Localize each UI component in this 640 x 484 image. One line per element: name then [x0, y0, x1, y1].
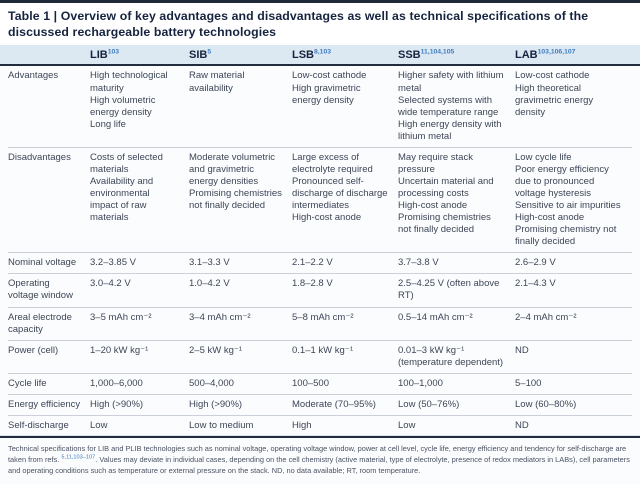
table-cell — [90, 345, 189, 369]
table-cell — [90, 420, 189, 432]
cell-line: 100–1,000 — [398, 377, 443, 389]
table-cell — [515, 152, 632, 249]
row-label: Disadvantages — [8, 151, 71, 163]
table-cell — [90, 378, 189, 390]
table-cell — [189, 312, 292, 336]
table-row — [8, 66, 632, 147]
cell-line: 0.01–3 kW kg⁻¹ (temperature dependent) — [398, 344, 504, 368]
cell-line: 3–5 mAh cm⁻² — [90, 311, 152, 323]
cell-line: 0.5–14 mAh cm⁻² — [398, 311, 473, 323]
cell-line: Low (60–80%) — [515, 398, 577, 410]
column-header-label: SIB — [189, 49, 208, 62]
row-label: Areal electrode capacity — [8, 311, 72, 335]
cell-line: Sensitive to air impurities — [515, 200, 621, 212]
cell-line: 1.8–2.8 V — [292, 278, 333, 290]
footnote-text-pre: Technical specifications for LIB and PLIB technologies such as nominal voltage, operating voltage window, power at cell level, cycle life, energy efficiency and tendency for self-discharge are taken from refs. — [8, 443, 627, 465]
column-header-label: SSB — [398, 49, 421, 62]
table-title: Table 1 | Overview of key advantages and disadvantages as well as technical specifications of the discussed rechargeable battery technologies — [8, 9, 589, 39]
cell-line: 2–4 mAh cm⁻² — [515, 311, 577, 323]
table-cell — [189, 257, 292, 269]
cell-line: Uncertain material and processing costs — [398, 175, 494, 200]
cell-line: 3.0–4.2 V — [90, 278, 131, 290]
cell-line: Promising chemistries not finally decided — [398, 212, 491, 236]
column-header-label: LSB — [292, 49, 314, 62]
cell-line: 2.6–2.9 V — [515, 257, 556, 269]
cell-line: High (>90%) — [90, 398, 144, 410]
table-row — [8, 308, 632, 341]
table-cell — [189, 278, 292, 302]
cell-line: High (>90%) — [189, 398, 243, 410]
table-cell — [398, 70, 515, 142]
cell-line: High theoretical gravimetric energy density — [515, 82, 594, 118]
table-footnote — [8, 443, 632, 476]
cell-line: High — [292, 419, 312, 431]
table-row — [8, 395, 632, 416]
row-label: Operating voltage window — [8, 278, 73, 302]
cell-line: Low cycle life — [515, 151, 572, 163]
row-label: Nominal voltage — [8, 257, 77, 269]
footnote-text-post: . Values may deviate in individual cases, depending on the cell chemistry (active material, type of electrolyte, presence of redox mediators in LABs), cell parameters and operating conditions such as temperature or external pressure on the stack. ND, no data available; RT, room temperature. — [8, 455, 630, 476]
cell-line: High energy density with lithium metal — [398, 118, 502, 142]
table-cell — [398, 378, 515, 390]
cell-line: Costs of selected materials — [90, 151, 163, 175]
table-row — [8, 148, 632, 254]
table-cell — [292, 278, 398, 302]
table-cell — [90, 257, 189, 269]
cell-line: 1,000–6,000 — [90, 377, 143, 389]
cell-line: Low — [90, 419, 108, 431]
cell-line: 2.1–4.3 V — [515, 278, 556, 290]
cell-line: 500–4,000 — [189, 377, 234, 389]
column-header-lsb — [292, 49, 398, 61]
cell-line: Raw material availability — [189, 70, 245, 94]
table-cell — [398, 312, 515, 336]
table-cell — [90, 152, 189, 249]
cell-line: 2–5 kW kg⁻¹ — [189, 344, 243, 356]
table-cell — [398, 399, 515, 411]
column-header-label: LAB — [515, 49, 538, 62]
footnote-reference-numbers: 5,11,103–107 — [61, 454, 96, 461]
table-cell — [515, 278, 632, 302]
cell-line: 1.0–4.2 V — [189, 278, 230, 290]
table-cell — [515, 420, 632, 432]
table-cell — [515, 345, 632, 369]
table-cell — [90, 399, 189, 411]
row-label: Cycle life — [8, 377, 47, 389]
table-body — [0, 66, 640, 436]
column-header-ssb — [398, 49, 515, 61]
table-row — [8, 341, 632, 374]
cell-line: Low-cost cathode — [515, 70, 590, 82]
table-cell — [515, 257, 632, 269]
table-cell — [292, 312, 398, 336]
table-cell — [398, 345, 515, 369]
table-cell — [515, 399, 632, 411]
cell-line: 0.1–1 kW kg⁻¹ — [292, 344, 353, 356]
table-cell — [189, 345, 292, 369]
cell-line: Low to medium — [189, 419, 254, 431]
table-cell — [189, 378, 292, 390]
cell-line: Low — [398, 419, 416, 431]
column-reference-numbers: 8,103 — [314, 48, 332, 56]
table-row — [8, 253, 632, 274]
column-reference-numbers: 5 — [207, 48, 212, 56]
table-cell — [292, 399, 398, 411]
table-row — [8, 274, 632, 307]
column-header-row — [0, 45, 640, 66]
cell-line: ND — [515, 419, 529, 431]
cell-line: High technological maturity — [90, 70, 168, 94]
column-header-lib — [90, 49, 189, 61]
column-header-label: LIB — [90, 49, 108, 62]
cell-line: High-cost anode — [398, 200, 468, 212]
table-cell — [189, 399, 292, 411]
table-cell — [189, 70, 292, 142]
table-cell — [515, 70, 632, 142]
table-cell — [515, 378, 632, 390]
cell-line: 1–20 kW kg⁻¹ — [90, 344, 149, 356]
row-label: Advantages — [8, 70, 59, 82]
table-cell — [398, 257, 515, 269]
cell-line: 3.2–3.85 V — [90, 257, 136, 269]
table-cell — [189, 152, 292, 249]
cell-line: ND — [515, 344, 529, 356]
table-row — [8, 416, 632, 436]
cell-line: High-cost anode — [515, 212, 585, 224]
cell-line: Poor energy efficiency due to pronounced voltage hysteresis — [515, 163, 609, 200]
cell-line: Low (50–76%) — [398, 398, 460, 410]
table-cell — [292, 345, 398, 369]
table-cell — [398, 420, 515, 432]
table-footnote-band — [0, 436, 640, 484]
cell-line: High gravimetric energy density — [292, 82, 361, 106]
column-reference-numbers: 103,106,107 — [537, 48, 576, 56]
cell-line: Moderate (70–95%) — [292, 398, 376, 410]
cell-line: Availability and environmental impact of raw materials — [90, 175, 154, 224]
cell-line: Low-cost cathode — [292, 70, 367, 82]
cell-line: Large excess of electrolyte required — [292, 151, 373, 175]
cell-line: Pronounced self-discharge of discharge intermediates — [292, 175, 388, 212]
table-cell — [398, 278, 515, 302]
table-cell — [292, 70, 398, 142]
table-cell — [90, 278, 189, 302]
cell-line: Promising chemistries not finally decided — [189, 188, 282, 212]
table-row — [8, 374, 632, 395]
table-cell — [90, 70, 189, 142]
table-title-band — [0, 3, 640, 45]
cell-line: Higher safety with lithium metal — [398, 70, 504, 94]
cell-line: Moderate volumetric and gravimetric energy densities — [189, 151, 276, 187]
cell-line: 2.1–2.2 V — [292, 257, 333, 269]
cell-line: Long life — [90, 118, 126, 130]
cell-line: 5–8 mAh cm⁻² — [292, 311, 354, 323]
row-label: Power (cell) — [8, 344, 59, 356]
cell-line: 3–4 mAh cm⁻² — [189, 311, 251, 323]
cell-line: 100–500 — [292, 377, 329, 389]
table-cell — [292, 378, 398, 390]
column-header-sib — [189, 49, 292, 61]
table-cell — [90, 312, 189, 336]
column-reference-numbers: 11,104,105 — [420, 48, 455, 56]
cell-line: Promising chemistry not finally decided — [515, 224, 617, 248]
cell-line: May require stack pressure — [398, 151, 473, 175]
cell-line: 2.5–4.25 V (often above RT) — [398, 278, 500, 302]
row-label: Energy efficiency — [8, 398, 81, 410]
table-cell — [189, 420, 292, 432]
cell-line: 3.1–3.3 V — [189, 257, 230, 269]
table-cell — [515, 312, 632, 336]
cell-line: High-cost anode — [292, 212, 362, 224]
cell-line: 5–100 — [515, 377, 542, 389]
cell-line: 3.7–3.8 V — [398, 257, 439, 269]
table-cell — [292, 420, 398, 432]
table-cell — [398, 152, 515, 249]
row-label: Self-discharge — [8, 419, 69, 431]
cell-line: Selected systems with wide temperature range — [398, 94, 499, 118]
column-reference-numbers: 103 — [107, 48, 120, 56]
table-cell — [292, 152, 398, 249]
column-header-lab — [515, 49, 632, 61]
table-cell — [292, 257, 398, 269]
cell-line: High volumetric energy density — [90, 94, 156, 118]
